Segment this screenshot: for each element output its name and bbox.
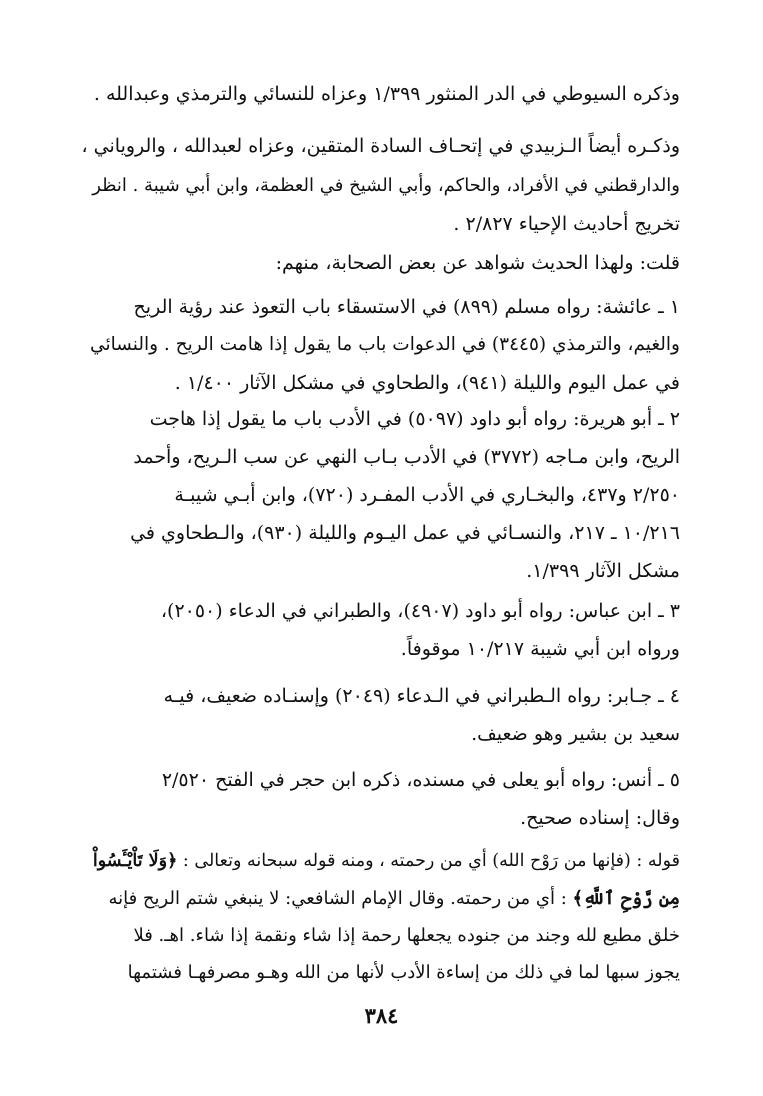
text-line: يجوز سبها لما في ذلك من إساءة الأدب لأنها من الله وهـو مصرفهـا فشتمها: [127, 962, 680, 983]
text-line: الريح، وابن مـاجه (٣٧٧٢) في الأدب بـاب النهي عن سب الـريح، وأحمد: [133, 446, 680, 468]
text-line: [78, 880, 680, 917]
text-line: مشكل الآثار ١/٣٩٩.: [526, 560, 680, 582]
text-line: وقال: إسناده صحيح.: [520, 807, 680, 829]
text-line: ٣ ـ ابن عباس: رواه أبو داود (٤٩٠٧)، والطبراني في الدعاء (٢٠٥٠)،: [160, 600, 680, 622]
hadith-entry-abu-hurayra: [78, 400, 680, 590]
text-line: والدارقطني في الأفراد، والحاكم، وأبي الشيخ في العظمة، وابن أبي شيبة . انظر: [92, 175, 680, 196]
text-line: ١ ـ عائشة: رواه مسلم (٨٩٩) في الاستسقاء باب التعوذ عند رؤية الريح: [133, 296, 680, 318]
text-line: ٢ ـ أبو هريرة: رواه أبو داود (٥٠٩٧) في الأدب باب ما يقول إذا هاجت: [149, 408, 680, 430]
qultu-paragraph: [78, 245, 680, 281]
hadith-entry-jabir: [78, 677, 680, 753]
text-line: خلق مطيع لله وجند من جنوده يجعلها رحمة إذا شاء ونقمة إذا شاء. اهـ. فلا: [133, 925, 680, 946]
text-line: تخريج أحاديث الإحياء ٢/٨٢٧ .: [453, 213, 680, 235]
text-line: [78, 843, 680, 880]
text-line: ٢/٢٥٠ و٤٣٧، والبخـاري في الأدب المفـرد (٧٢٠)، وابن أبـي شيبـة: [174, 484, 680, 506]
text-line: سعيد بن بشير وهو ضعيف.: [471, 723, 680, 745]
text-line: وذكـره أيضاً الـزبيدي في إتحـاف السادة المتقين، وعزاه لعبدالله ، والروياني ،: [81, 135, 680, 157]
hadith-entry-anas: [78, 761, 680, 837]
commentary-text: : أي من رحمته. وقال الإمام الشافعي: لا ينبغي شتم الريح فإنه: [108, 888, 573, 909]
text-line: وذكره السيوطي في الدر المنثور ١/٣٩٩ وعزاه للنسائي والترمذي وعبدالله .: [93, 83, 680, 105]
text-line: ٤ ـ جـابر: رواه الـطبراني في الـدعاء (٢٠٤٩) وإسنـاده ضعيف، فيـه: [163, 685, 680, 707]
hadith-entry-aisha: [78, 288, 680, 402]
quran-verse: مِن رَّوْحِ ٱللَّهِ﴾: [572, 888, 680, 909]
text-line: في عمل اليوم والليلة (٩٤١)، والطحاوي في مشكل الآثار ١/٤٠٠ .: [174, 372, 680, 394]
commentary-text: قوله : (فإنها من رَوْح الله) أي من رحمته ، ومنه قوله سبحانه وتعالى :: [177, 851, 680, 871]
text-line: قلت: ولهذا الحديث شواهد عن بعض الصحابة، منهم:: [275, 252, 680, 274]
text-line: ٥ ـ أنس: رواه أبو يعلى في مسنده، ذكره ابن حجر في الفتح ٢/٥٢٠: [161, 769, 680, 791]
text-line: والغيم، والترمذي (٣٤٤٥) في الدعوات باب ما يقول إذا هامت الريح . والنسائي: [90, 334, 680, 355]
intro-paragraph-zabidi: [78, 127, 680, 244]
commentary-paragraph: [78, 843, 680, 991]
text-line: ١٠/٢١٦ ـ ٢١٧، والنسـائي في عمل اليـوم والليلة (٩٣٠)، والـطحاوي في: [130, 522, 680, 544]
text-line: ورواه ابن أبي شيبة ١٠/٢١٧ موقوفاً.: [400, 638, 680, 660]
intro-paragraph-suyuti: [78, 76, 680, 112]
page-number: ٣٨٤: [364, 1003, 399, 1028]
hadith-entry-ibn-abbas: [78, 592, 680, 668]
quran-verse: ﴿وَلَا تَاْيْـَٔسُواْ: [92, 851, 178, 871]
